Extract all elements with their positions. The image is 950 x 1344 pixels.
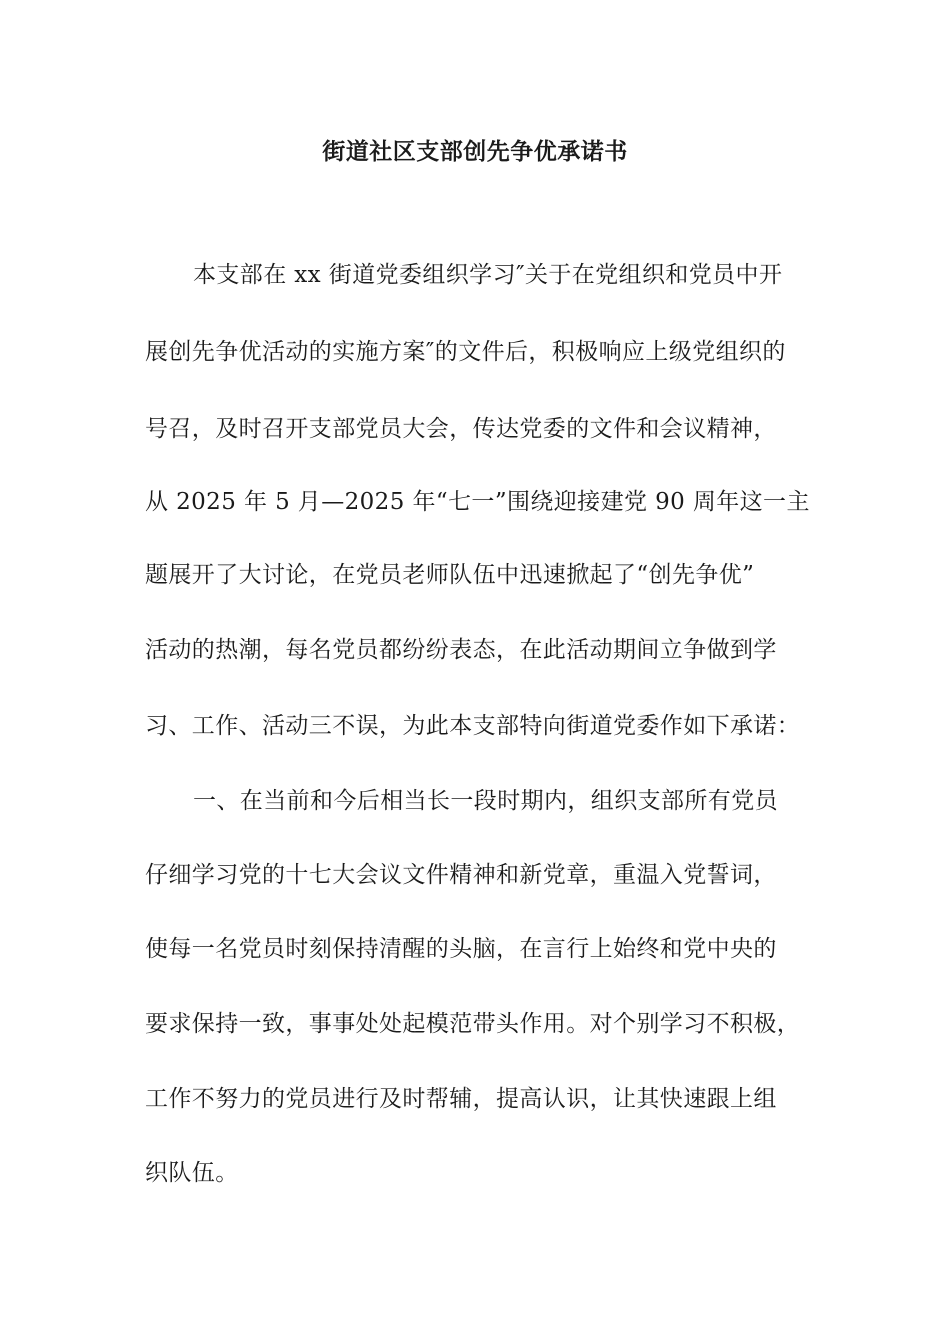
paragraph-1-line-3: 号召，及时召开支部党员大会，传达党委的文件和会议精神， [145,416,777,442]
paragraph-2-line-1: 一、在当前和今后相当长一段时期内，组织支部所有党员 [193,788,778,814]
paragraph-2-line-5: 工作不努力的党员进行及时帮辅，提高认识，让其快速跟上组 [145,1086,777,1112]
paragraph-1-line-4: 从 2025 年 5 月—2025 年“七一”围绕迎接建党 90 周年这一主 [145,489,810,515]
paragraph-2-line-2: 仔细学习党的十七大会议文件精神和新党章，重温入党誓词， [145,862,777,888]
document-title: 街道社区支部创先争优承诺书 [322,138,628,165]
paragraph-2-line-3: 使每一名党员时刻保持清醒的头脑，在言行上始终和党中央的 [145,936,777,962]
paragraph-1-line-1: 本支部在 xx 街道党委组织学习″关于在党组织和党员中开 [193,262,783,288]
paragraph-1-line-6: 活动的热潮，每名党员都纷纷表态，在此活动期间立争做到学 [145,637,777,663]
paragraph-1-line-5: 题展开了大讨论，在党员老师队伍中迅速掀起了“创先争优” [145,562,755,588]
paragraph-1-line-7: 习、工作、活动三不误，为此本支部特向街道党委作如下承诺： [145,713,801,739]
paragraph-2-line-4: 要求保持一致，事事处处起模范带头作用。对个别学习不积极， [145,1011,801,1037]
paragraph-1-line-2: 展创先争优活动的实施方案″的文件后，积极响应上级党组织的 [145,339,786,365]
paragraph-2-line-6: 织队伍。 [145,1160,239,1186]
